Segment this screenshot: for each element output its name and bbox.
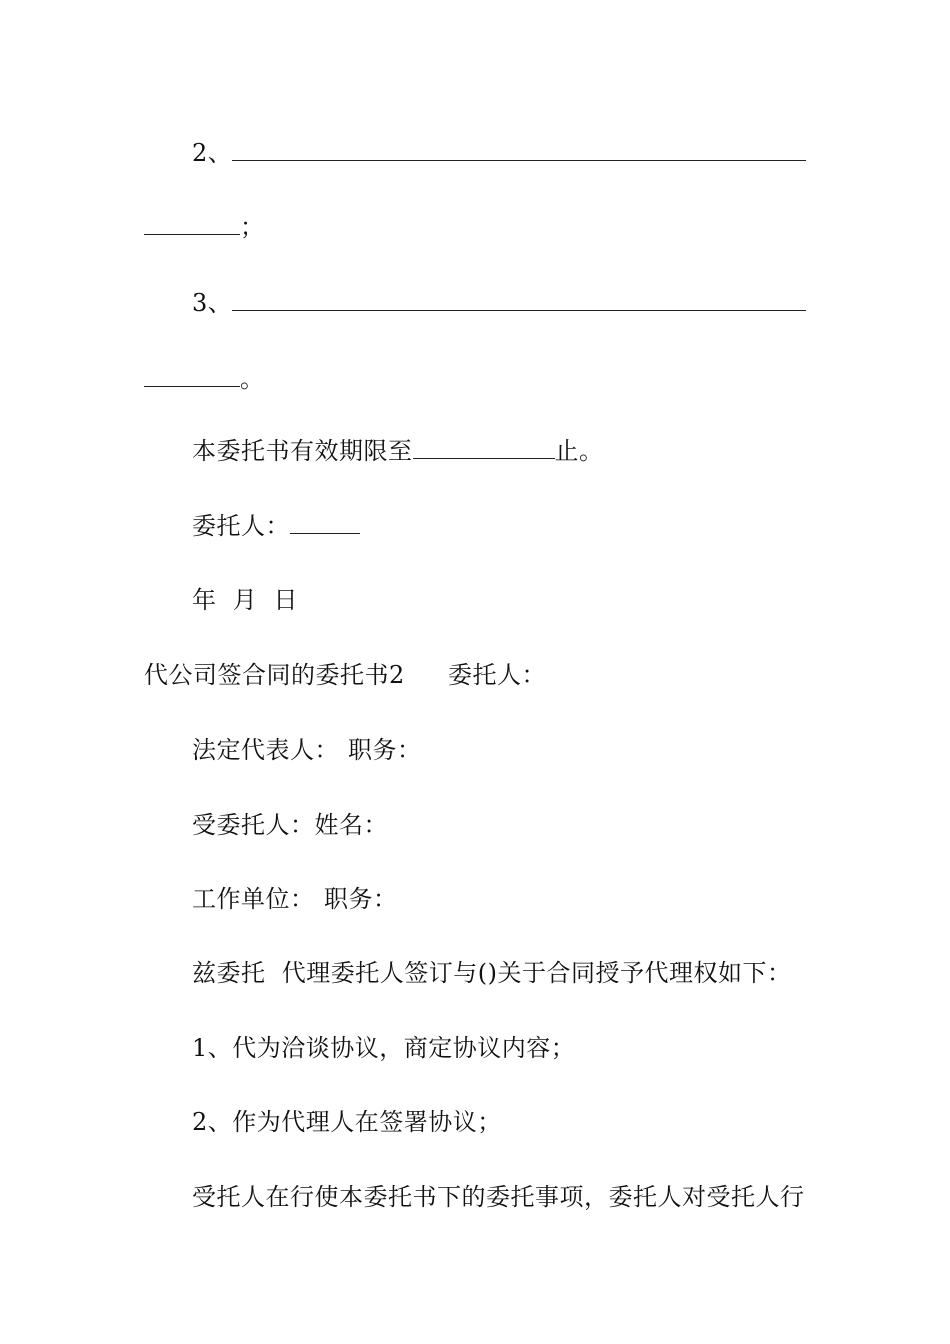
section-principal-label: 委托人： [448, 661, 546, 689]
agent-label: 受委托人：姓名： [192, 811, 388, 839]
validity-prefix: 本委托书有效期限至 [192, 437, 413, 465]
closing-text: 受托人在行使本委托书下的委托事项，委托人对受托人行 [192, 1183, 805, 1211]
legal-rep-position: 职务： [348, 736, 422, 764]
work-unit-position: 职务： [324, 885, 398, 913]
power-1: 1、代为洽谈协议，商定协议内容； [192, 1034, 576, 1062]
power-2: 2、作为代理人在签署协议； [192, 1108, 502, 1136]
item-2-end: ； [240, 213, 265, 241]
legal-rep-label: 法定代表人： [192, 736, 339, 764]
principal-blank [290, 513, 360, 534]
validity-suffix: 止。 [554, 437, 604, 465]
item-3-number: 3、 [192, 289, 233, 317]
item-2-continuation-blank [144, 214, 240, 235]
principal-label: 委托人： [192, 512, 290, 540]
item-3-end: 。 [240, 365, 265, 393]
item-2-number: 2、 [192, 139, 233, 167]
validity-blank [413, 438, 555, 459]
authorization-text: 兹委托 代理委托人签订与()关于合同授予代理权如下： [192, 959, 792, 987]
validity-line [192, 436, 604, 466]
item-3-continuation-blank [144, 366, 240, 387]
date-line: 年 月 日 [192, 586, 299, 614]
item-3-continuation [144, 364, 265, 394]
principal-line [192, 511, 360, 541]
item-2-blank [232, 140, 806, 161]
item-2-line [192, 138, 806, 168]
item-2-continuation [144, 212, 265, 242]
section-title: 代公司签合同的委托书2 [144, 661, 405, 689]
item-3-line [192, 288, 806, 318]
item-3-blank [232, 290, 806, 311]
work-unit-label: 工作单位： [192, 885, 315, 913]
